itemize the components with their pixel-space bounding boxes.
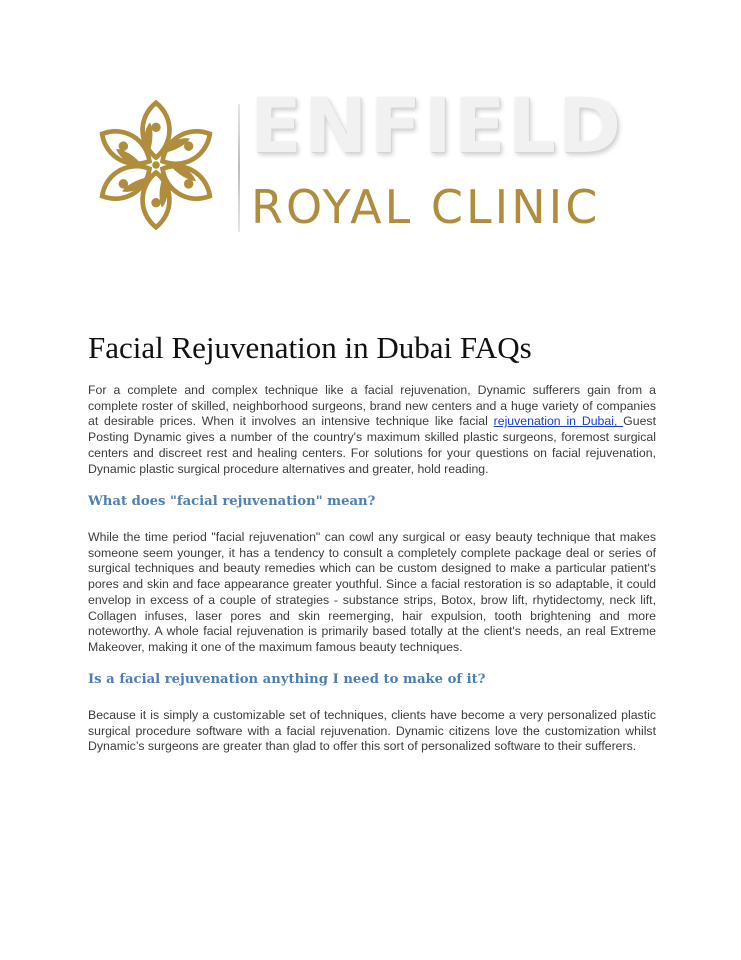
clinic-logo [90,81,670,253]
intro-text-end: Guest Posting Dynamic gives a number of the country's maximum skilled plastic surgeons, foremost surgical centers and discreet rest and healing centers. For solutions for your questions on facial rejuvenation, Dynamic plastic surgical procedure alternatives and greater, hold reading. [88,414,656,476]
section-heading-need: Is a facial rejuvenation anything I need to make of it? [88,672,486,687]
logo-subtitle: ROYAL CLINIC [251,180,601,234]
need-paragraph: Because it is simply a customizable set of techniques, clients have become a very personalized plastic surgical procedure software with a facial rejuvenation. Dynamic citizens love the customization whilst Dynamic’s surgeons are greater than glad to offer this sort of personalized software to their sufferers. [88,708,656,754]
section-heading-meaning: What does "facial rejuvenation" mean? [88,494,376,509]
rejuvenation-dubai-link[interactable]: rejuvenation in Dubai, [493,414,624,429]
intro-paragraph [88,383,656,477]
flower-emblem-icon [90,90,222,240]
meaning-paragraph: While the time period "facial rejuvenation" can cowl any surgical or easy beauty technique that makes someone seem younger, it has a tendency to consult a completely complete package deal or series of surgical techniques and beauty remedies which can be custom designed to make a particular patient's pores and skin and face appearance greater youthful. Since a facial restoration is so adaptable, it could envelop in excess of a couple of strategies - substance strips, Botox, brow lift, rhytidectomy, neck lift, Collagen infuses, laser pores and skin reemerging, hair expulsion, tooth brightening and more noteworthy. A whole facial rejuvenation is primarily based totally at the client's needs, an real Extreme Makeover, making it one of the maximum famous beauty techniques. [88,530,656,654]
intro-text-start: For a complete and complex technique like a facial rejuvenation, Dynamic sufferers gain from a complete roster of skilled, neighborhood surgeons, brand new centers and a huge variety of companies at desirable prices. When it involves an intensive technique like facial [88,383,656,429]
page-title: Facial Rejuvenation in Dubai FAQs [88,330,532,365]
logo-name: ENFIELD [250,81,624,170]
logo-divider [238,104,240,232]
